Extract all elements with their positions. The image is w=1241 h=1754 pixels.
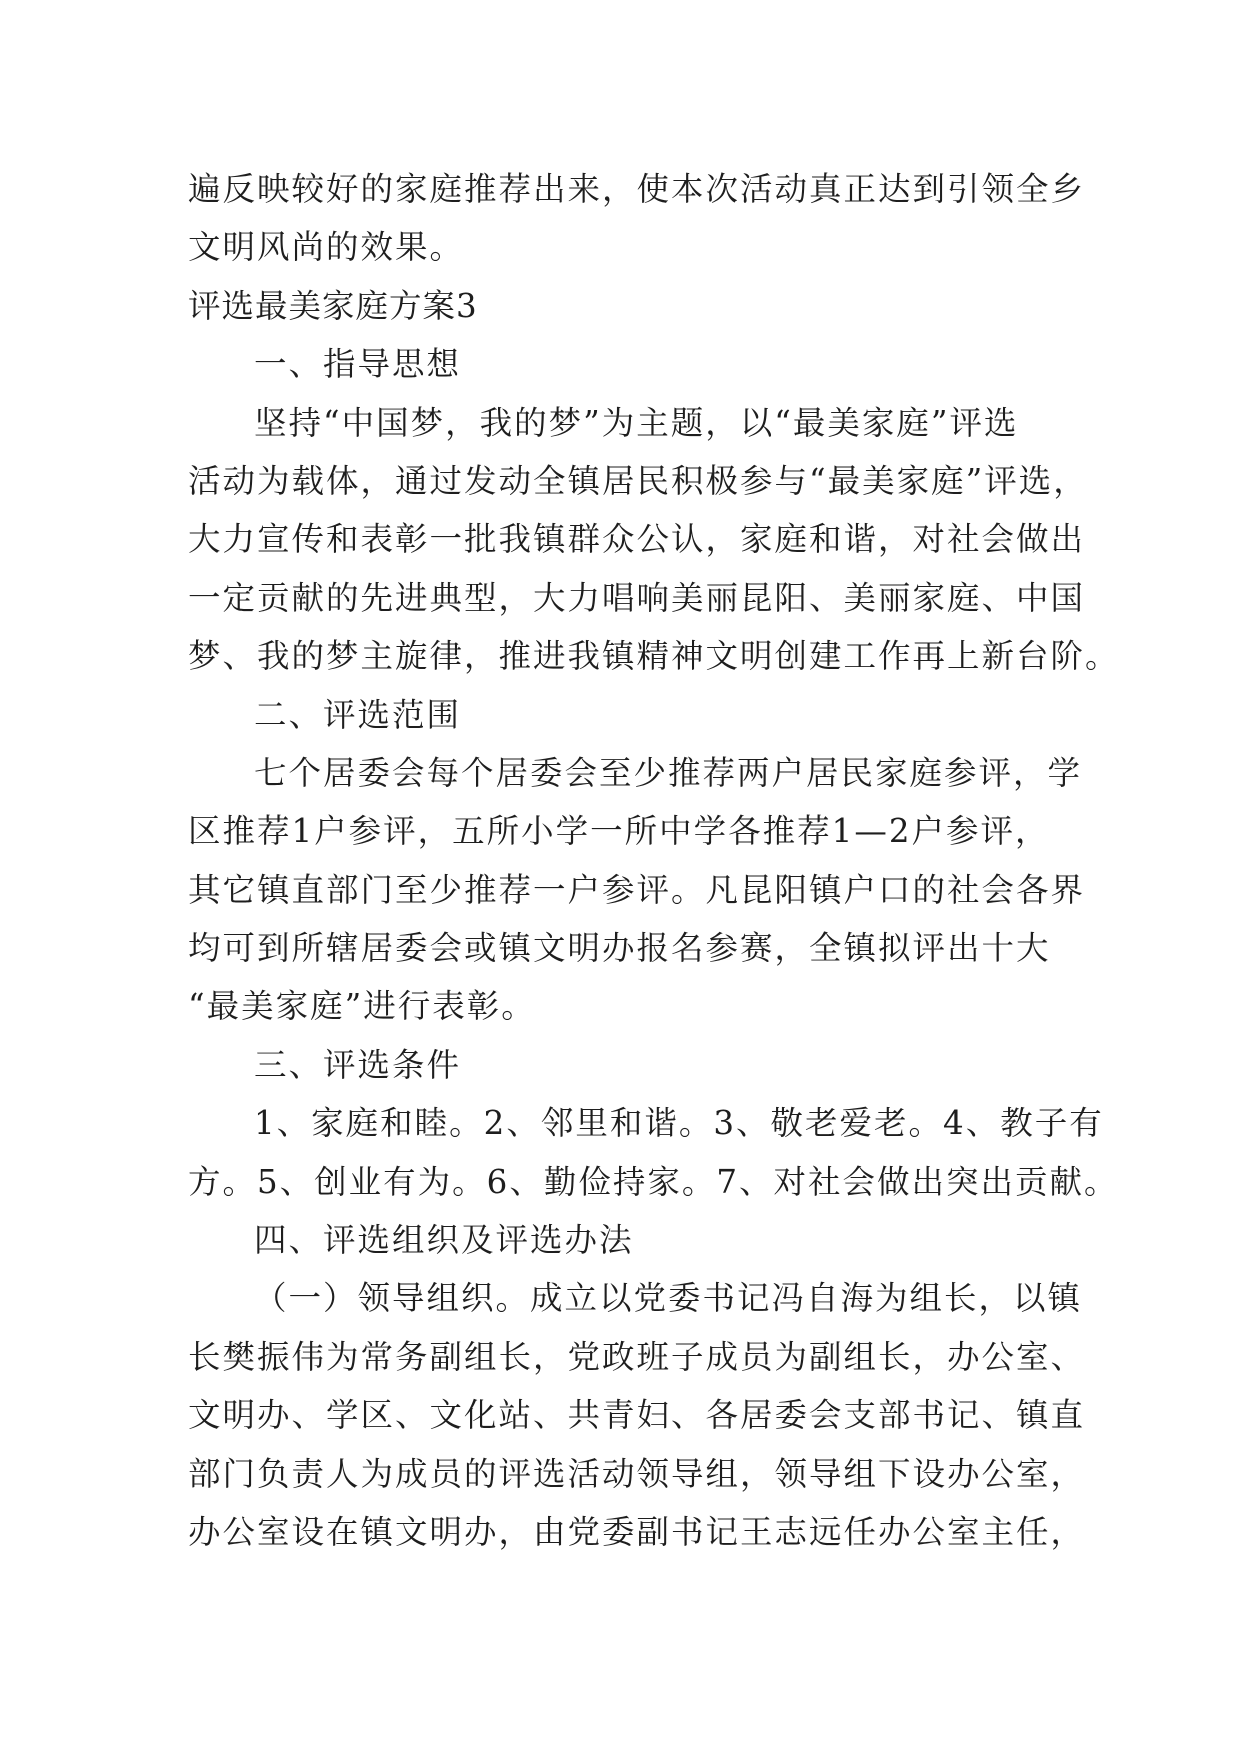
text-line: 一、指导思想: [254, 345, 462, 384]
text-line: 其它镇直部门至少推荐一户参评。凡昆阳镇户口的社会各界: [188, 870, 1086, 909]
text-line: 四、评选组织及评选办法: [254, 1221, 634, 1260]
text-line: 大力宣传和表彰一批我镇群众公认，家庭和谐，对社会做出: [188, 520, 1086, 559]
text-line: （一）领导组织。成立以党委书记冯自海为组长，以镇: [254, 1279, 1083, 1318]
text-line: 1、家庭和睦。2、邻里和谐。3、敬老爱老。4、教子有: [254, 1104, 1104, 1143]
text-line: 遍反映较好的家庭推荐出来，使本次活动真正达到引领全乡: [188, 170, 1086, 208]
text-line: 部门负责人为成员的评选活动领导组，领导组下设办公室，: [188, 1454, 1086, 1493]
text-line: 方。5、创业有为。6、勤俭持家。7、对社会做出突出贡献。: [188, 1162, 1119, 1201]
text-line: 办公室设在镇文明办，由党委副书记王志远任办公室主任，: [188, 1512, 1086, 1551]
text-line: 一定贡献的先进典型，大力唱响美丽昆阳、美丽家庭、中国: [188, 578, 1086, 617]
text-line: 七个居委会每个居委会至少推荐两户居民家庭参评，学: [254, 753, 1083, 792]
text-line: 区推荐1户参评，五所小学一所中学各推荐1—2户参评，: [188, 812, 1050, 851]
text-line: “最美家庭”进行表彰。: [188, 987, 536, 1026]
text-line: 文明风尚的效果。: [188, 228, 465, 267]
section-title: 评选最美家庭方案3: [188, 286, 478, 325]
text-line: 梦、我的梦主旋律，推进我镇精神文明创建工作再上新台阶。: [188, 637, 1120, 676]
text-line: 活动为载体，通过发动全镇居民积极参与“最美家庭”评选，: [188, 461, 1088, 500]
text-line: 均可到所辖居委会或镇文明办报名参赛，全镇拟评出十大: [188, 929, 1051, 968]
text-line: 文明办、学区、文化站、共青妇、各居委会支部书记、镇直: [188, 1396, 1086, 1435]
text-line: 坚持“中国梦，我的梦”为主题，以“最美家庭”评选: [254, 403, 1019, 442]
text-line: 三、评选条件: [254, 1045, 462, 1084]
text-line: 长樊振伟为常务副组长，党政班子成员为副组长，办公室、: [188, 1337, 1086, 1376]
document-body: [188, 160, 1120, 1561]
text-line: 二、评选范围: [254, 695, 462, 734]
